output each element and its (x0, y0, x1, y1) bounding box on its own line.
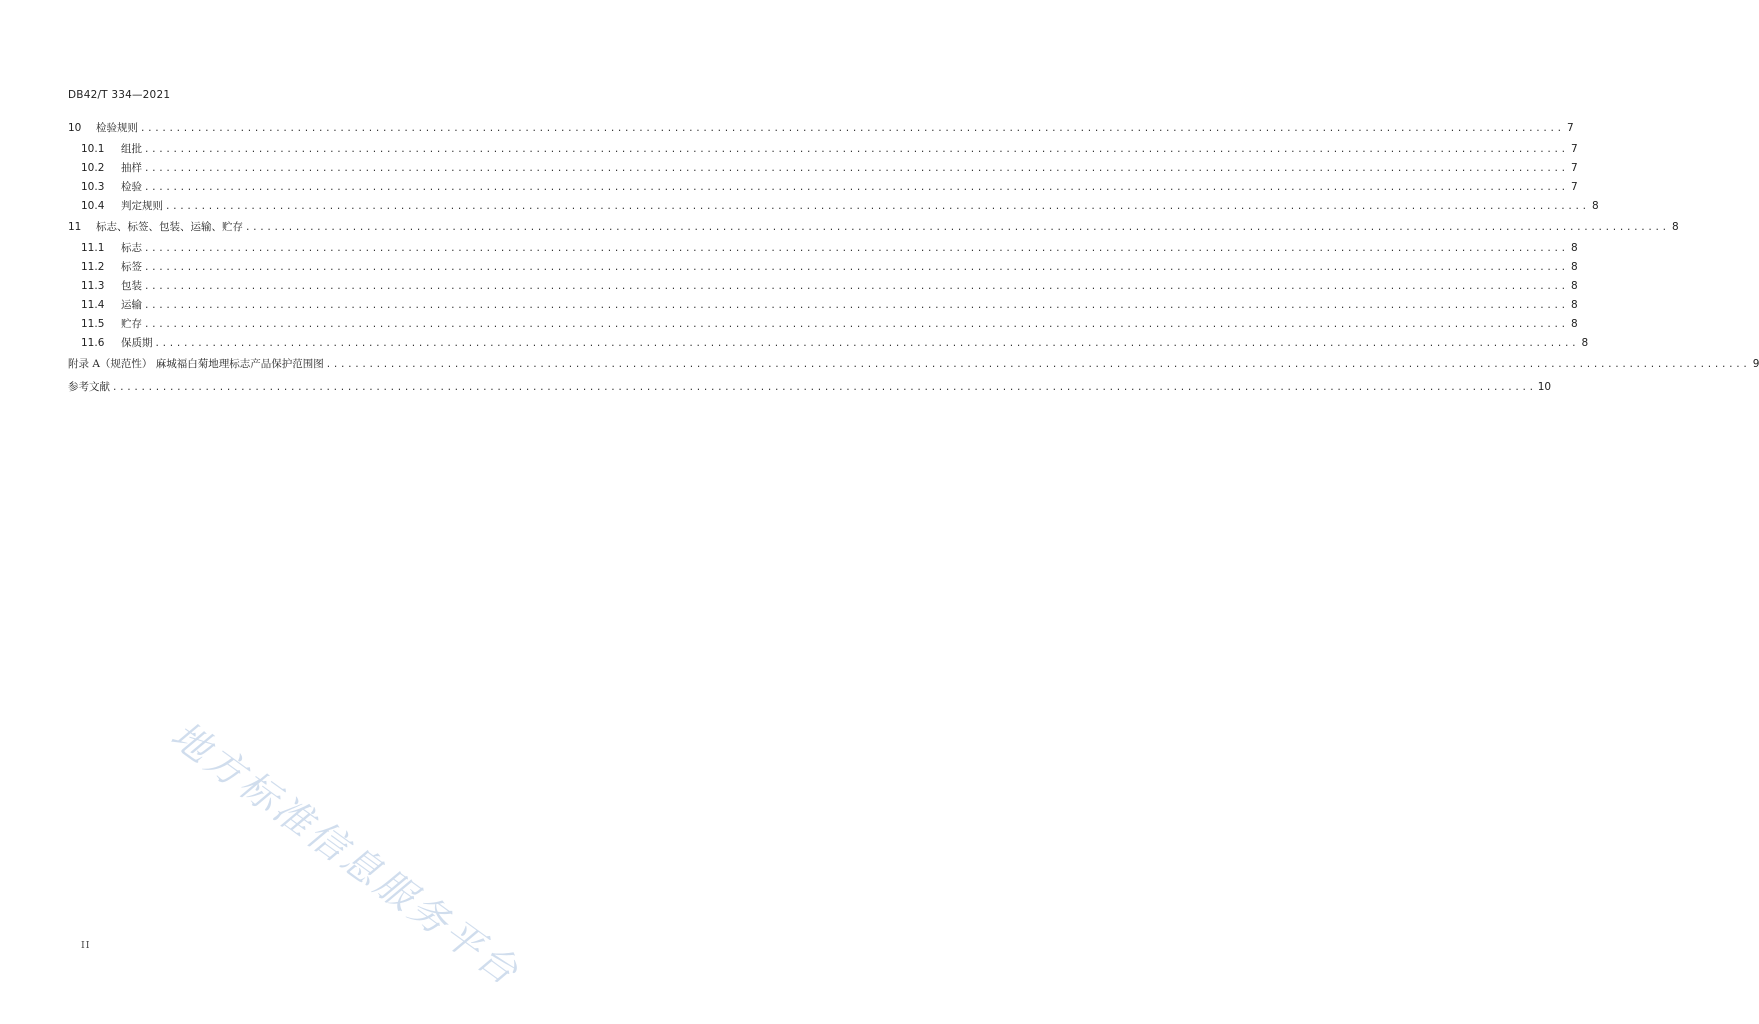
toc-entry[interactable] (68, 334, 1589, 353)
toc-leader-dots: ........................................................................................................................................................................................................ (325, 360, 1750, 370)
toc-entry-title: 附录 A（规范性） 麻城福白菊地理标志产品保护范围图 (68, 358, 324, 370)
toc-entry-number: 10.4 (81, 200, 105, 212)
document-code: DB42/T 334—2021 (68, 89, 171, 101)
toc-leader-dots: ........................................................................................................................................................................................................ (144, 301, 1568, 311)
toc-entry-title: 检验 (121, 181, 142, 193)
table-of-contents (68, 117, 1759, 399)
toc-entry-page: 8 (1581, 337, 1589, 349)
toc-entry-page: 7 (1571, 143, 1578, 155)
toc-leader-dots: ........................................................................................................................................................................................................ (112, 383, 1536, 393)
toc-entry-title: 运输 (121, 299, 142, 311)
toc-entry-page: 8 (1571, 299, 1578, 311)
toc-entry-page: 8 (1571, 261, 1578, 273)
toc-leader-dots: ........................................................................................................................................................................................................ (144, 145, 1568, 155)
toc-entry-number: 11.6 (81, 337, 105, 349)
toc-entry-title: 抽样 (121, 162, 142, 174)
toc-entry-page: 8 (1571, 280, 1578, 292)
toc-entry-page: 7 (1571, 181, 1578, 193)
toc-entry-number: 10.3 (81, 181, 105, 193)
toc-entry-page: 8 (1592, 200, 1599, 212)
toc-entry-title: 保质期 (121, 337, 153, 349)
toc-entry[interactable] (68, 277, 1578, 296)
toc-entry-page: 8 (1672, 221, 1679, 233)
toc-leader-dots: ........................................................................................................................................................................................................ (165, 202, 1589, 212)
toc-leader-dots: ........................................................................................................................................................................................................ (144, 244, 1568, 254)
toc-leader-dots: ........................................................................................................................................................................................................ (154, 339, 1579, 349)
page-number: II (81, 940, 91, 951)
toc-entry[interactable] (68, 216, 1679, 239)
toc-entry[interactable] (68, 315, 1578, 334)
toc-entry[interactable] (68, 353, 1759, 376)
toc-leader-dots: ........................................................................................................................................................................................................ (144, 282, 1568, 292)
toc-entry-page: 10 (1537, 381, 1552, 393)
toc-entry-number: 11.5 (81, 318, 105, 330)
toc-entry-title: 标志、标签、包装、运输、贮存 (96, 221, 243, 233)
toc-entry-title: 参考文献 (68, 381, 110, 393)
toc-entry[interactable] (68, 376, 1552, 399)
toc-entry-title: 标志 (121, 242, 142, 254)
toc-entry[interactable] (68, 296, 1578, 315)
watermark: 地方标准信息服务平台 (163, 712, 529, 996)
toc-entry-title: 检验规则 (96, 122, 138, 134)
toc-entry-page: 9 (1752, 358, 1759, 370)
toc-entry-number: 11.2 (81, 261, 105, 273)
toc-leader-dots: ........................................................................................................................................................................................................ (144, 183, 1568, 193)
toc-entry[interactable] (68, 258, 1578, 277)
toc-leader-dots: ........................................................................................................................................................................................................ (245, 223, 1669, 233)
toc-entry-number: 10 (68, 122, 82, 134)
toc-entry-number: 11.4 (81, 299, 105, 311)
toc-leader-dots: ........................................................................................................................................................................................................ (144, 320, 1568, 330)
toc-entry-page: 7 (1571, 162, 1578, 174)
toc-leader-dots: ........................................................................................................................................................................................................ (140, 124, 1564, 134)
toc-entry-number: 10.1 (81, 143, 105, 155)
toc-entry-title: 标签 (121, 261, 142, 273)
toc-entry-page: 8 (1571, 318, 1578, 330)
toc-entry-number: 11.3 (81, 280, 105, 292)
toc-entry[interactable] (68, 117, 1574, 140)
toc-entry-number: 10.2 (81, 162, 105, 174)
toc-entry[interactable] (68, 159, 1578, 178)
toc-entry-title: 包装 (121, 280, 142, 292)
toc-entry[interactable] (68, 178, 1578, 197)
toc-entry-title: 组批 (121, 143, 142, 155)
toc-entry-page: 8 (1571, 242, 1578, 254)
toc-entry[interactable] (68, 140, 1578, 159)
toc-entry-number: 11.1 (81, 242, 105, 254)
toc-entry-title: 贮存 (121, 318, 142, 330)
toc-entry-page: 7 (1567, 122, 1574, 134)
toc-entry-title: 判定规则 (121, 200, 163, 212)
toc-entry[interactable] (68, 239, 1578, 258)
toc-leader-dots: ........................................................................................................................................................................................................ (144, 263, 1568, 273)
toc-entry-number: 11 (68, 221, 82, 233)
toc-entry[interactable] (68, 197, 1599, 216)
toc-leader-dots: ........................................................................................................................................................................................................ (144, 164, 1568, 174)
